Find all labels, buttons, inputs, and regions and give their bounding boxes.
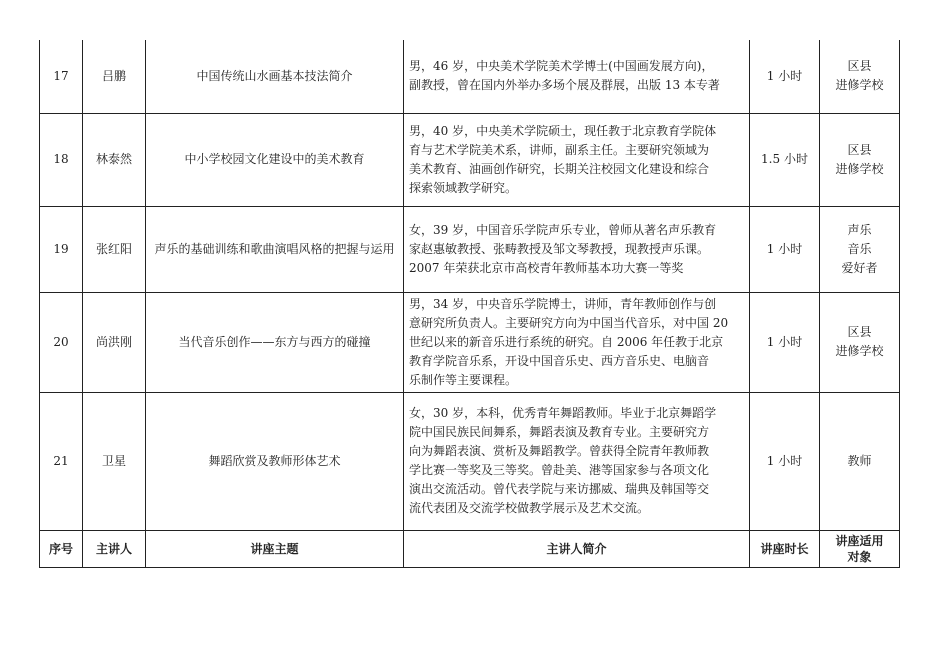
header-audience <box>820 530 900 567</box>
row-audience <box>820 113 900 206</box>
audience-line: 声乐 <box>847 222 872 237</box>
intro-line: 教育学院音乐系，开设中国音乐史、西方音乐史、电脑音 <box>409 353 710 368</box>
row-audience <box>820 206 900 292</box>
header-duration: 讲座时长 <box>750 530 820 567</box>
intro-line: 男，40 岁，中央美术学院硕士，现任教于北京教育学院体 <box>409 123 717 138</box>
table-row <box>40 292 900 392</box>
audience-line: 进修学校 <box>835 78 884 93</box>
audience-line: 区县 <box>847 59 872 74</box>
row-duration: 1 小时 <box>750 392 820 530</box>
table-header-row <box>40 530 900 567</box>
row-duration: 1 小时 <box>750 206 820 292</box>
row-audience <box>820 392 900 530</box>
intro-line: 女，30 岁，本科，优秀青年舞蹈教师。毕业于北京舞蹈学 <box>409 406 717 420</box>
intro-line: 家赵惠敏教授、张畴教授及邹文琴教授，现教授声乐课。 <box>409 241 710 256</box>
row-speaker: 林泰然 <box>83 113 146 206</box>
intro-line: 学比赛一等奖及三等奖。曾赴美、港等国家参与各项文化 <box>409 463 710 477</box>
row-intro <box>404 113 750 206</box>
table-row <box>40 113 900 206</box>
table-row <box>40 392 900 530</box>
row-intro <box>404 206 750 292</box>
row-speaker: 吕鹏 <box>83 40 146 113</box>
row-topic: 舞蹈欣赏及教师形体艺术 <box>146 392 404 530</box>
row-topic: 声乐的基础训练和歌曲演唱风格的把握与运用 <box>146 206 404 292</box>
intro-line: 副教授，曾在国内外举办多场个展及群展，出版 13 本专著 <box>409 78 720 93</box>
audience-line: 进修学校 <box>835 344 884 358</box>
row-no: 18 <box>40 113 83 206</box>
header-speaker: 主讲人 <box>83 530 146 567</box>
intro-line: 演出交流活动。曾代表学院与来访挪威、瑞典及韩国等交 <box>409 482 710 496</box>
audience-line: 区县 <box>847 325 872 339</box>
row-topic: 中国传统山水画基本技法简介 <box>146 40 404 113</box>
header-intro: 主讲人简介 <box>404 530 750 567</box>
intro-line: 美术教育、油画创作研究，长期关注校园文化建设和综合 <box>409 161 710 176</box>
intro-line: 流代表团及交流学校做教学展示及艺术交流。 <box>409 501 650 515</box>
row-no: 21 <box>40 392 83 530</box>
table-row <box>40 206 900 292</box>
intro-line: 探索领域教学研究。 <box>409 180 518 195</box>
intro-line: 向为舞蹈表演、赏析及舞蹈教学。曾获得全院青年教师教 <box>409 444 710 458</box>
audience-line: 音乐 <box>847 241 872 256</box>
row-audience <box>820 292 900 392</box>
table-row <box>40 40 900 113</box>
row-topic: 当代音乐创作——东方与西方的碰撞 <box>146 292 404 392</box>
row-intro <box>404 292 750 392</box>
intro-line: 世纪以来的新音乐进行系统的研究。自 2006 年任教于北京 <box>409 334 724 349</box>
row-duration: 1 小时 <box>750 40 820 113</box>
intro-line: 男，46 岁，中央美术学院美术学博士(中国画发展方向)， <box>409 59 714 74</box>
lecture-table <box>39 40 900 568</box>
row-speaker: 张红阳 <box>83 206 146 292</box>
row-no: 17 <box>40 40 83 113</box>
row-no: 20 <box>40 292 83 392</box>
row-duration: 1.5 小时 <box>750 113 820 206</box>
header-no: 序号 <box>40 530 83 567</box>
row-speaker: 卫星 <box>83 392 146 530</box>
audience-line: 教师 <box>847 453 872 468</box>
row-audience <box>820 40 900 113</box>
audience-line: 区县 <box>847 142 872 157</box>
intro-line: 乐制作等主要课程。 <box>409 372 518 387</box>
row-intro <box>404 40 750 113</box>
intro-line: 2007 年荣获北京市高校青年教师基本功大赛一等奖 <box>409 260 684 275</box>
intro-line: 育与艺术学院美术系，讲师，副系主任。主要研究领域为 <box>409 142 710 157</box>
intro-line: 女，39 岁，中国音乐学院声乐专业，曾师从著名声乐教育 <box>409 222 717 237</box>
intro-line: 意研究所负责人。主要研究方向为中国当代音乐，对中国 20 <box>409 315 729 330</box>
row-no: 19 <box>40 206 83 292</box>
row-topic: 中小学校园文化建设中的美术教育 <box>146 113 404 206</box>
intro-line: 男，34 岁，中央音乐学院博士，讲师，青年教师创作与创 <box>409 296 717 311</box>
row-duration: 1 小时 <box>750 292 820 392</box>
row-speaker: 尚洪刚 <box>83 292 146 392</box>
header-audience-label: 讲座适用对象 <box>835 533 884 564</box>
audience-line: 进修学校 <box>835 161 884 176</box>
row-intro <box>404 392 750 530</box>
audience-line: 爱好者 <box>841 260 878 275</box>
intro-line: 院中国民族民间舞系，舞蹈表演及教育专业。主要研究方 <box>409 425 710 439</box>
header-topic: 讲座主题 <box>146 530 404 567</box>
